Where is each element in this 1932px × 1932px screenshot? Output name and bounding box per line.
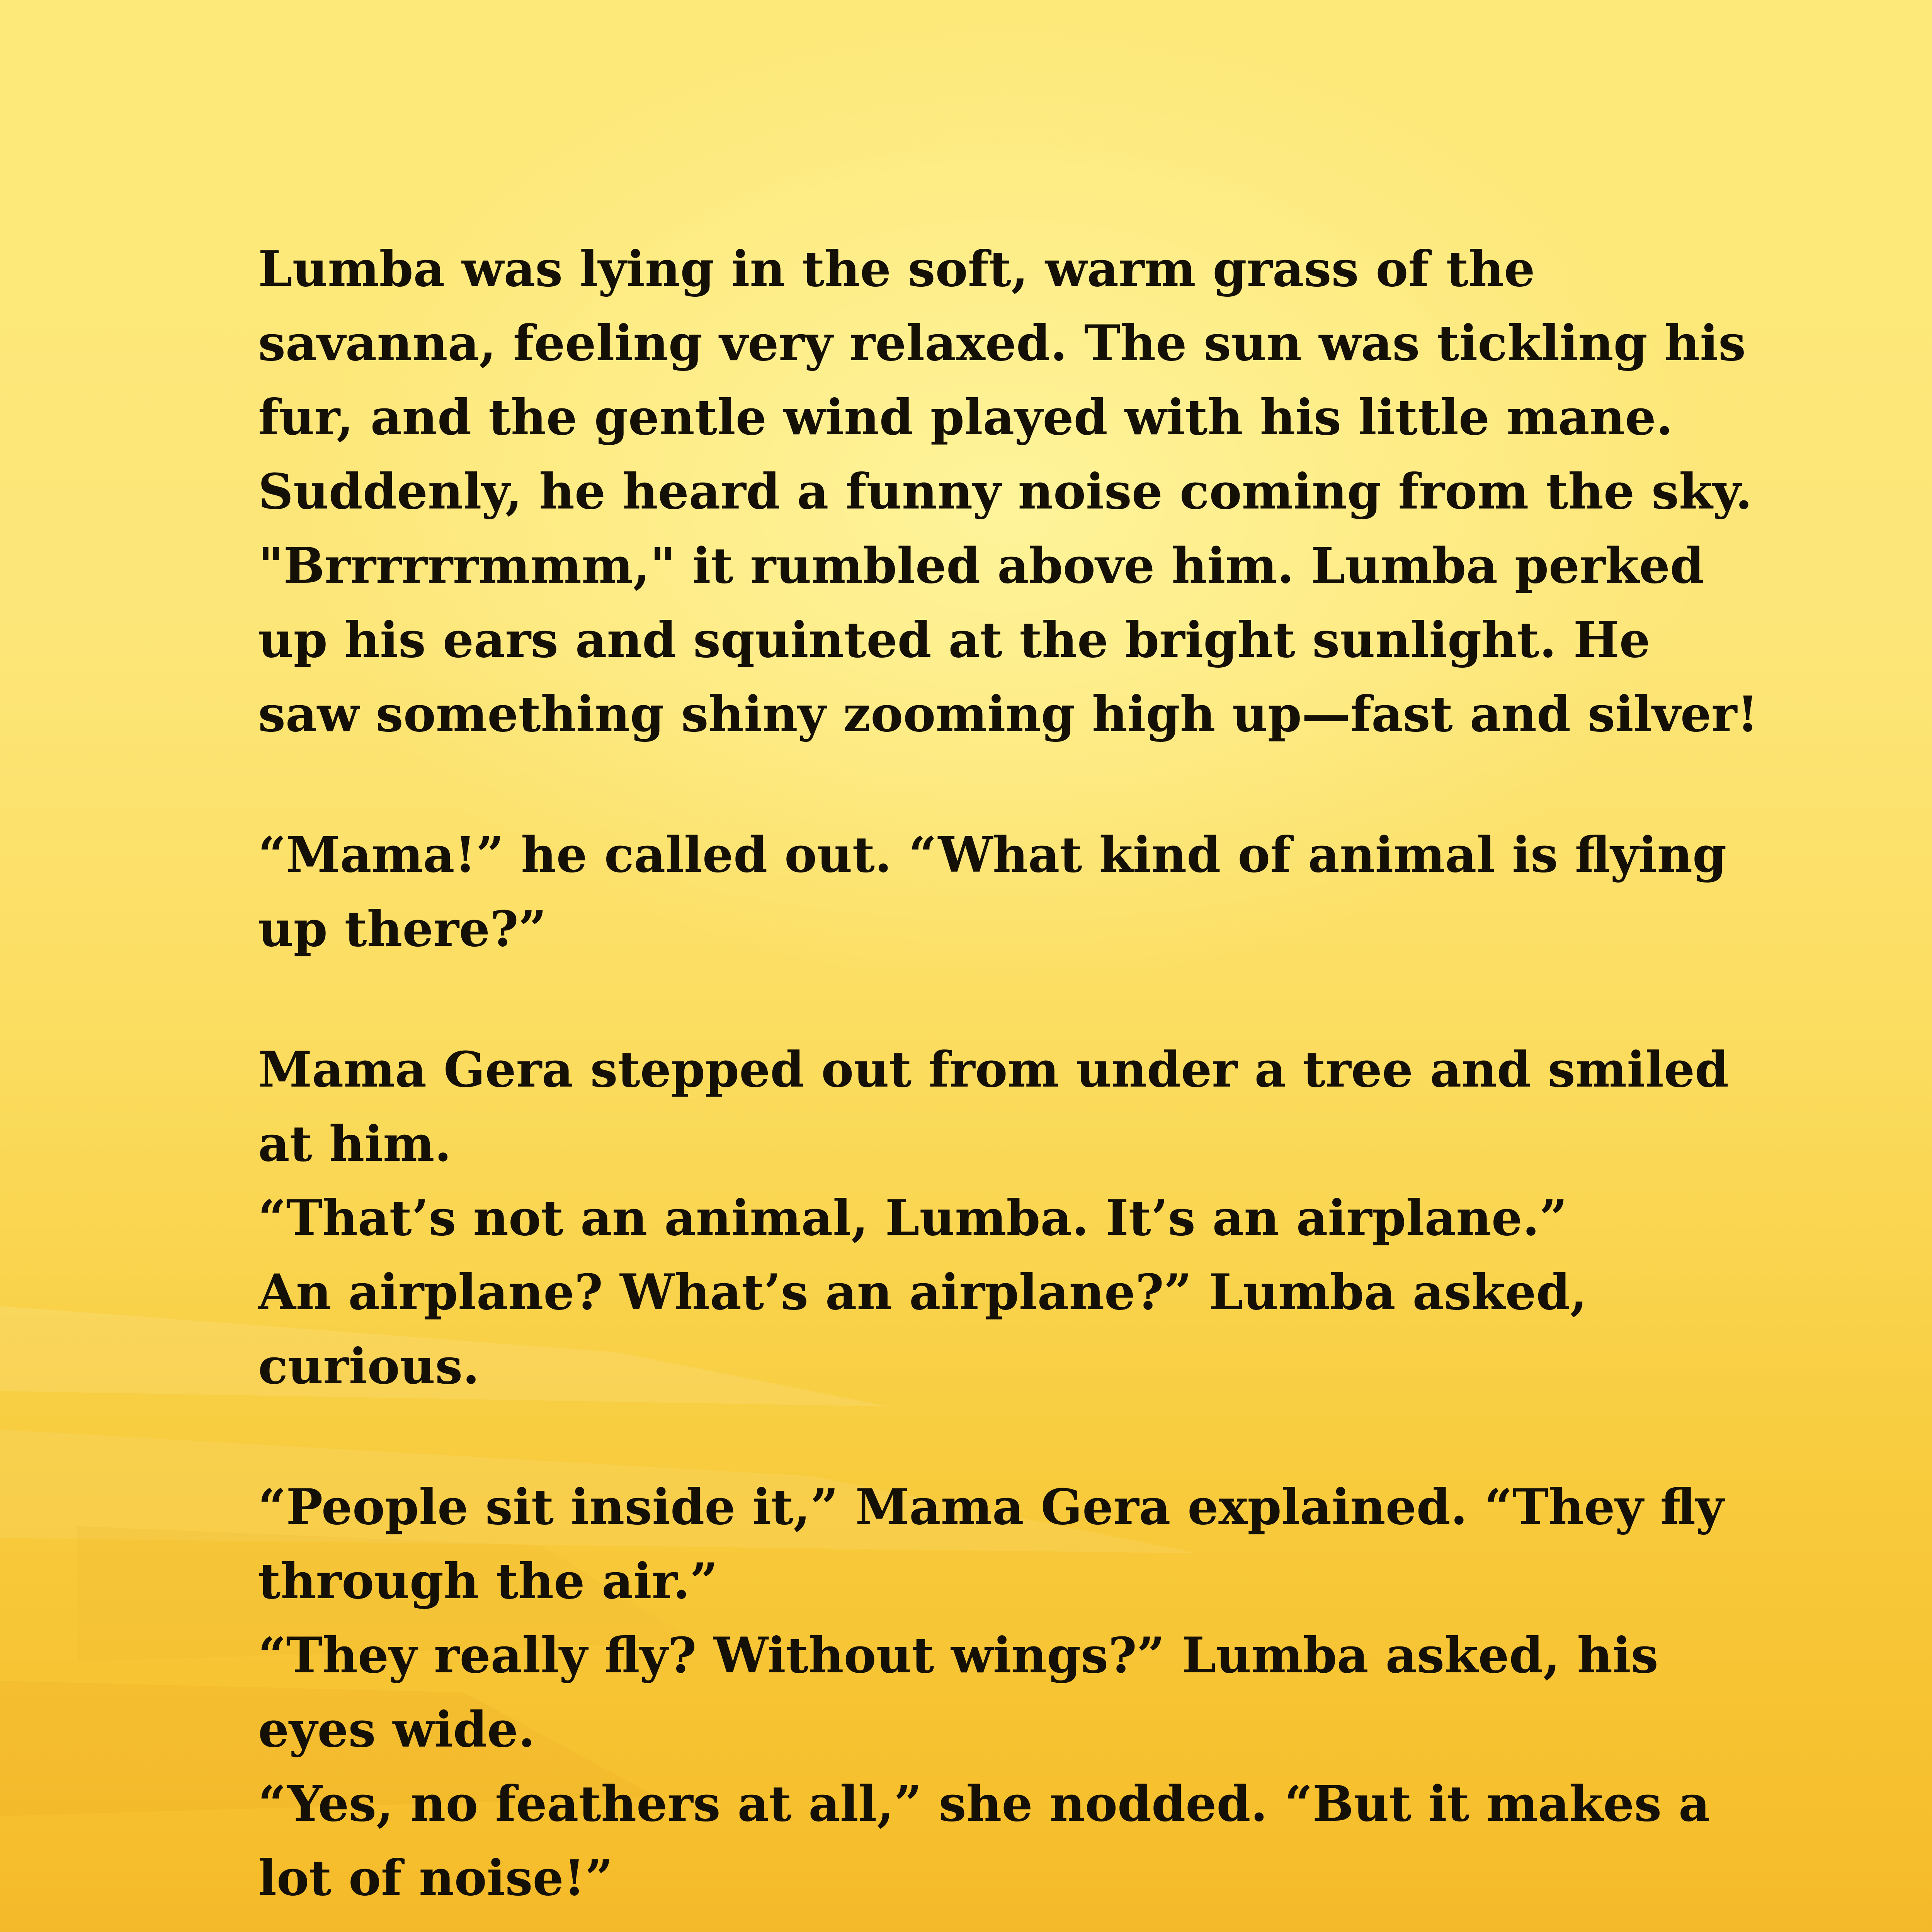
story-line: “They really fly? Without wings?” Lumba asked, his eyes wide. (258, 1627, 1658, 1758)
story-paragraph (258, 1032, 1765, 1403)
story-paragraph (258, 818, 1765, 966)
story-line: Mama Gera stepped out from under a tree and smiled at him. (258, 1041, 1729, 1172)
story-line: “People sit inside it,” Mama Gera explained. “They fly through the air.” (258, 1478, 1724, 1610)
story-line: “That’s not an animal, Lumba. It’s an airplane.” (258, 1189, 1568, 1247)
story-line: “Yes, no feathers at all,” she nodded. “But it makes a lot of noise!” (258, 1775, 1710, 1906)
story-paragraph (258, 1470, 1765, 1915)
story-line: An airplane? What’s an airplane?” Lumba asked, curious. (258, 1264, 1587, 1395)
story-line: Lumba was lying in the soft, warm grass of the savanna, feeling very relaxed. The sun was tickling his fur, and the gentle wind played with his little mane. Suddenly, he heard a funny noise coming from the sky. "Brrrrrrmmm," it rumbled above him. Lumba perked up his ears and squinted at the bright sunlight. He saw something shiny zooming high up—fast and silver! (258, 240, 1759, 743)
story-paragraph (258, 232, 1765, 751)
story-text (258, 232, 1765, 1932)
story-line: “Mama!” he called out. “What kind of animal is flying up there?” (258, 826, 1727, 957)
